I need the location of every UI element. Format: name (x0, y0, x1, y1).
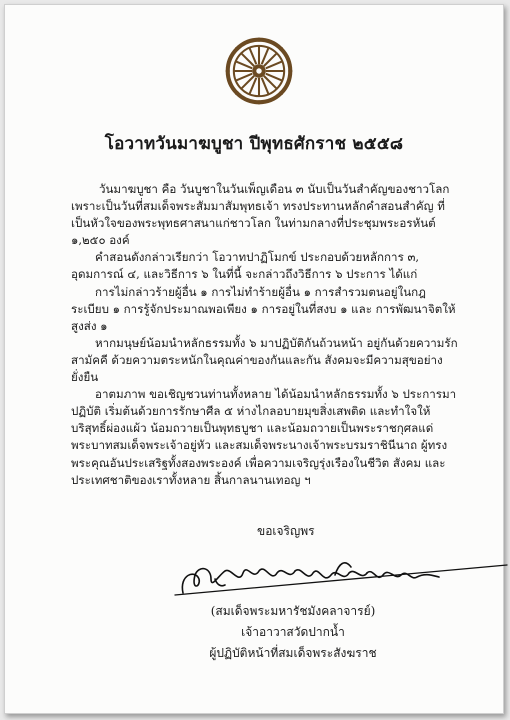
letter-page (4, 4, 504, 714)
paragraph-3: การไม่กล่าวร้ายผู้อื่น ๑ การไม่ทำร้ายผู้อื่น ๑ การสำรวมตนอยู่ในกฎระเบียบ ๑ การรู้จักประมาณพอเพียง ๑ การอยู่ในที่สงบ ๑ และ การพัฒนาจิตให้สูงส่ง ๑ (71, 284, 456, 333)
signatory-name: (สมเด็จพระมหารัชมังคลาจารย์) (210, 604, 376, 618)
handwritten-signature (155, 545, 510, 607)
message-body (71, 181, 463, 489)
signatory-role: ผู้ปฏิบัติหน้าที่สมเด็จพระสังฆราช (209, 646, 377, 660)
paragraph-4: หากมนุษย์น้อมนำหลักธรรมทั้ง ๖ มาปฏิบัติกันถ้วนหน้า อยู่กันด้วยความรักสามัคคี ด้วยความตระหนักในคุณค่าของกันและกัน สังคมจะมีความสุขอย่างยั่งยืน (71, 335, 458, 385)
dharma-wheel-icon (225, 37, 293, 105)
signatory-position: เจ้าอาวาสวัดปากน้ำ (241, 625, 345, 639)
closing-salutation: ขอเจริญพร (257, 524, 315, 538)
paragraph-1: วันมาฆบูชา คือ วันบูชาในวันเพ็ญเดือน ๓ นับเป็นวันสำคัญของชาวโลก เพราะเป็นวันที่สมเด็จพระสัมมาสัมพุทธเจ้า ทรงประทานหลักคำสอนสำคัญ ที่เป็นหัวใจของพระพุทธศาสนาแก่ชาวโลก ในท่ามกลางที่ประชุมพระอรหันต์ ๑,๒๕๐ องค์ (71, 182, 450, 248)
signatory-block (5, 601, 510, 664)
document-title: โอวาทวันมาฆบูชา ปีพุทธศักราช ๒๕๕๘ (104, 134, 404, 154)
paragraph-2: คำสอนดังกล่าวเรียกว่า โอวาทปาฏิโมกข์ ประกอบด้วยหลักการ ๓, อุดมการณ์ ๔, และวิธีการ ๖ ในที่นี้ จะกล่าวถึงวิธีการ ๖ ประการ ได้แก่ (71, 250, 420, 282)
paragraph-5: อาตมภาพ ขอเชิญชวนท่านทั้งหลาย ได้น้อมนำหลักธรรมทั้ง ๖ ประการมาปฏิบัติ เริ่มต้นด้วยการรักษาศีล ๕ ห่างไกลอบายมุขสิ่งเสพติด และทำใจให้บริสุทธิ์ผ่องแผ้ว น้อมถวายเป็นพุทธบูชา และน้อมถวายเป็นพระราชกุศลแด่พระบาทสมเด็จพระเจ้าอยู่หัว และสมเด็จพระนางเจ้าพระบรมราชินีนาถ ผู้ทรงพระคุณอันประเสริฐทั้งสองพระองค์ เพื่อความเจริญรุ่งเรืองในชีวิต สังคม และประเทศชาติของเราทั้งหลาย สิ้นกาลนานเทอญ ฯ (71, 387, 457, 487)
